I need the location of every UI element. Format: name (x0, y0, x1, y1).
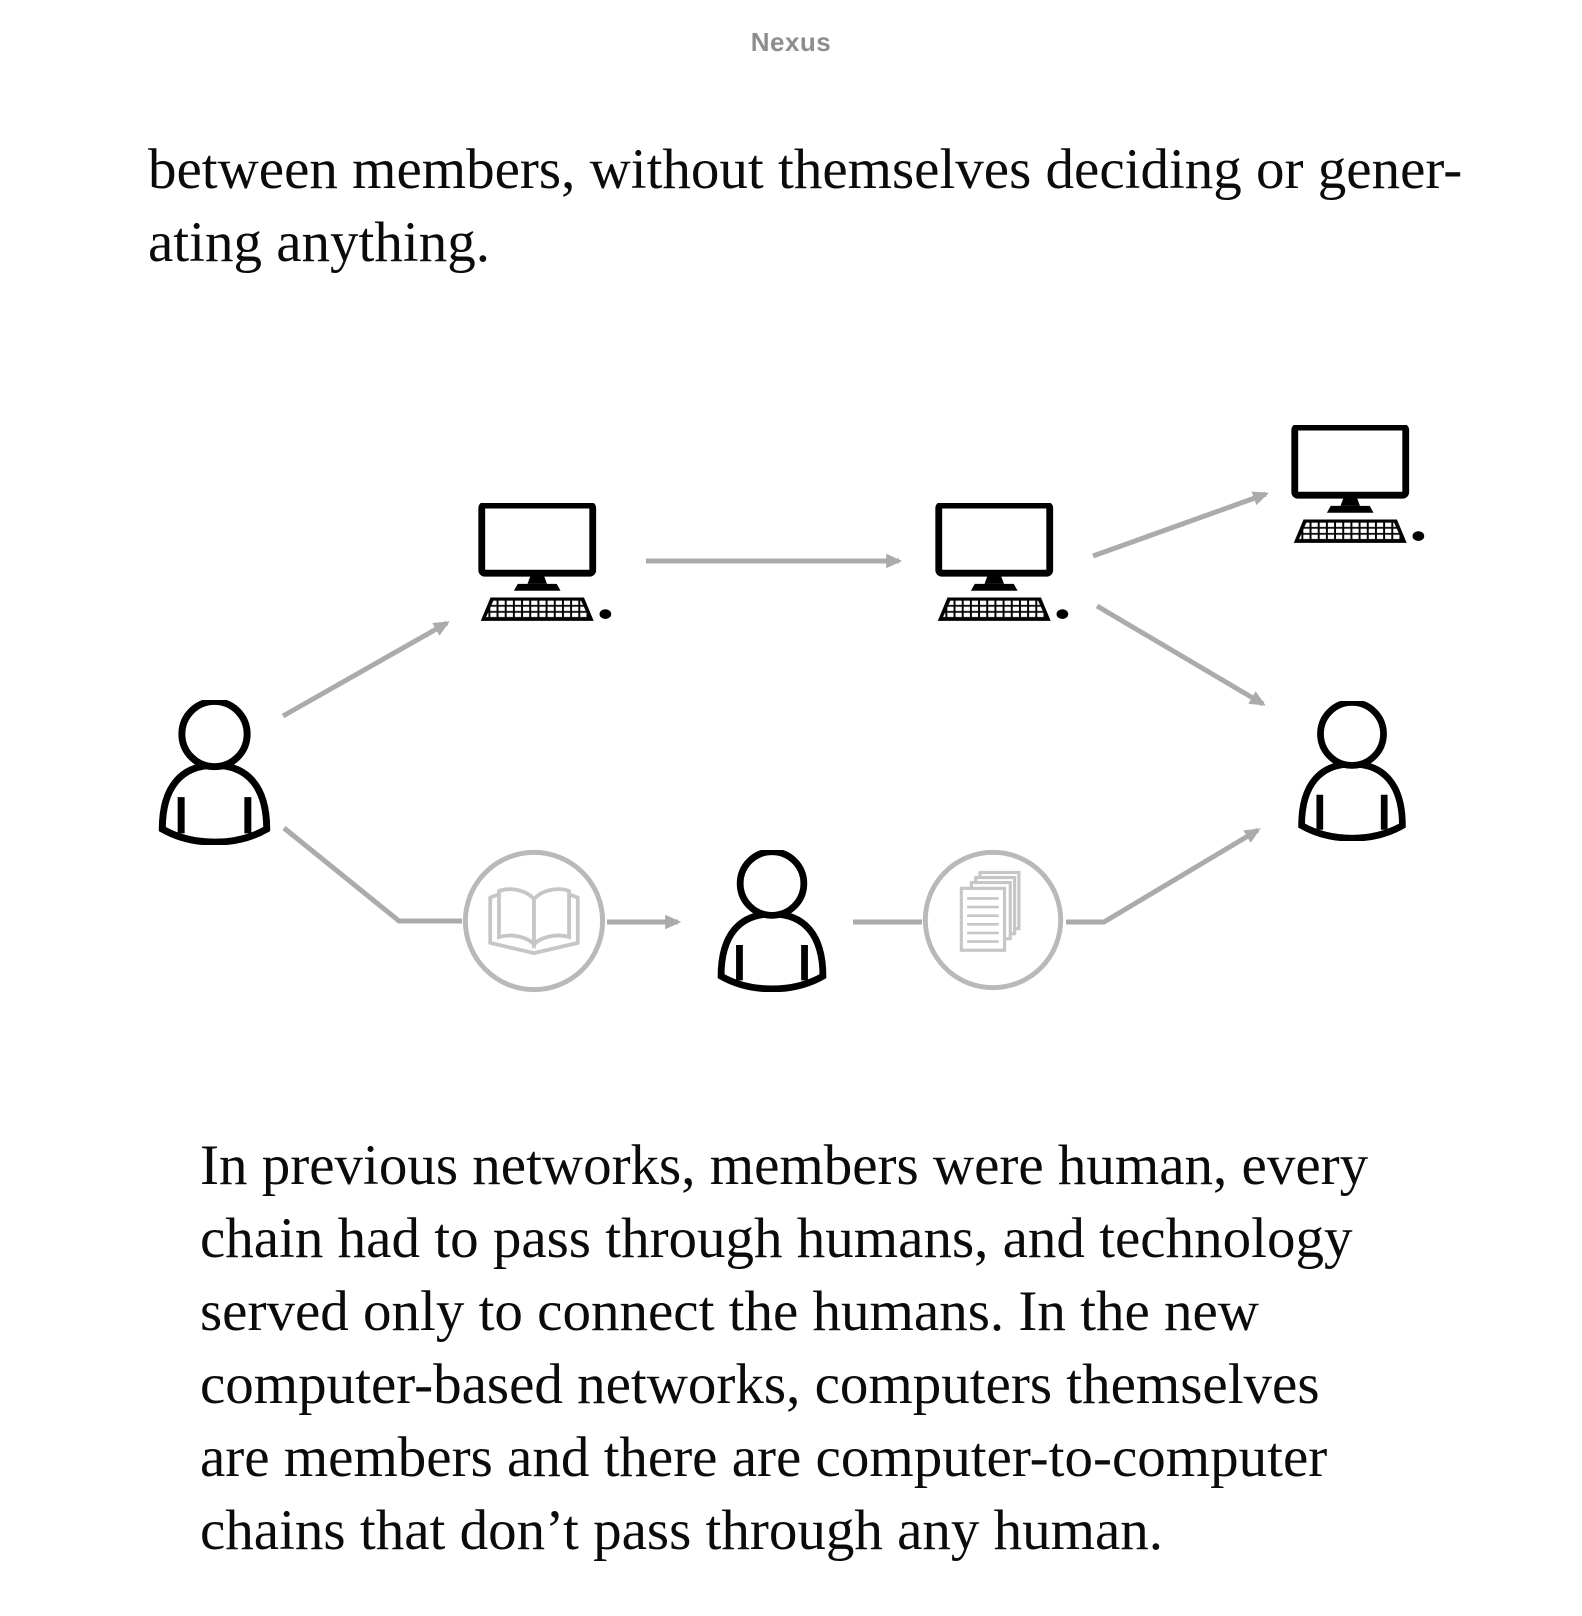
text-line: between members, without themselves deciding or gener- (148, 138, 1463, 201)
person-c-icon (1302, 702, 1403, 838)
person-b-icon (721, 852, 823, 989)
paragraph-top (148, 133, 1462, 279)
arrow-computer-2-to-computer-3 (1093, 494, 1266, 556)
connector-person-a-to-book (284, 828, 462, 921)
paragraph-bottom (200, 1129, 1368, 1567)
arrow-person-a-to-computer-1 (283, 623, 447, 716)
text-line: ating anything. (148, 211, 490, 274)
computer-3-icon (1294, 427, 1424, 543)
text-line: computer-based networks, computers themselves (200, 1353, 1320, 1416)
text-line: chain had to pass through humans, and technology (200, 1207, 1353, 1270)
arrow-documents-to-person-c (1066, 830, 1258, 922)
book-icon (465, 852, 602, 989)
network-diagram (0, 380, 1582, 1060)
book-title-header: Nexus (750, 27, 832, 57)
text-line: served only to connect the humans. In the new (200, 1280, 1259, 1343)
text-line: are members and there are computer-to-computer (200, 1426, 1328, 1489)
text-line: In previous networks, members were human, every (200, 1134, 1369, 1197)
person-a-icon (162, 701, 266, 842)
computer-1-icon (481, 505, 611, 621)
text-line: chains that don’t pass through any human. (200, 1499, 1164, 1562)
arrow-computer-2-to-person-c (1097, 606, 1263, 704)
computer-2-icon (938, 505, 1068, 621)
documents-icon (925, 852, 1060, 987)
